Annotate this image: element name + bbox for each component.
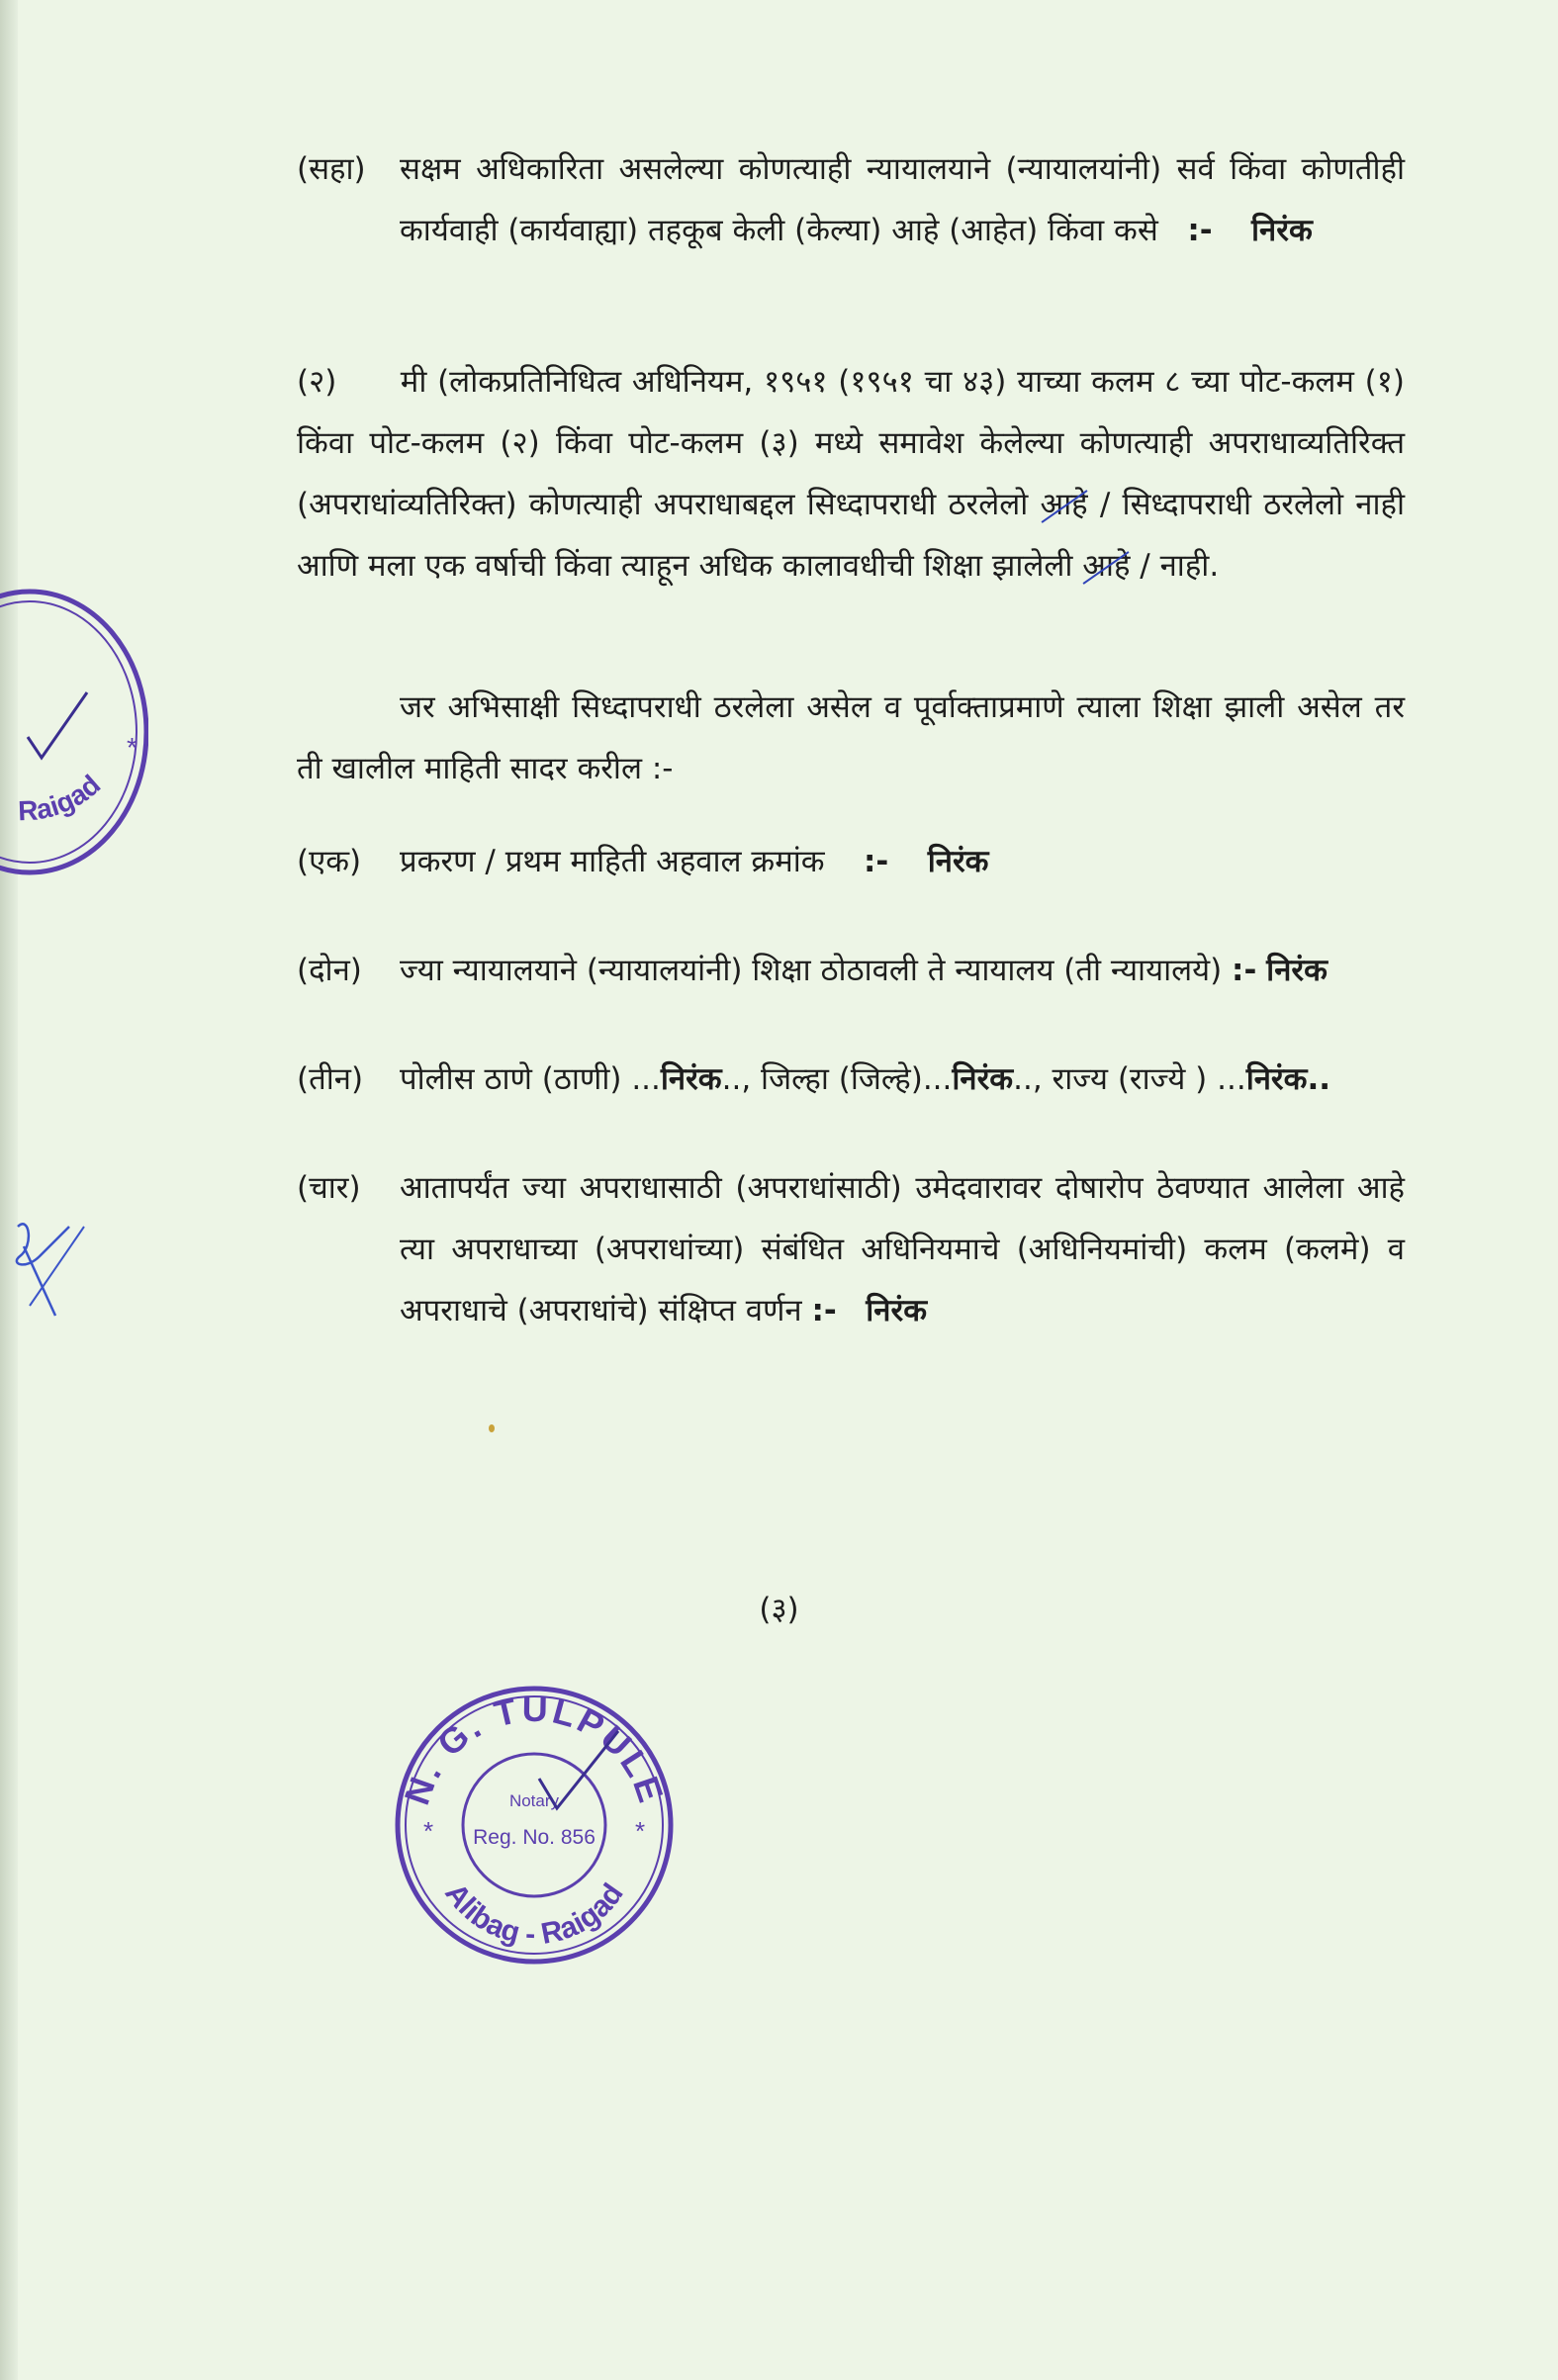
margin-initials (0, 1187, 99, 1345)
stamp-reg: Reg. No. 856 (473, 1826, 596, 1849)
state-trail: .. (1307, 1061, 1330, 1097)
stamp-name: N. G. TULPULE (396, 1688, 673, 1810)
item-ek-body: प्रकरण / प्रथम माहिती अहवाल क्रमांक (400, 844, 825, 879)
item-char-text (400, 1157, 1405, 1341)
item-don-marker: (दोन) (297, 953, 362, 988)
stamp-star-right: * (634, 1816, 646, 1846)
item-saha-body: सक्षम अधिकारिता असलेल्या कोणत्याही न्यायालयाने (न्यायालयांनी) सर्व किंवा कोणतीही कार्यवाही (कार्यवाह्या) तहकूब केली (केल्या) आहे (आहेत) किंवा कसे (400, 151, 1405, 248)
svg-text:Raigad (18, 769, 107, 826)
item-teen-text (400, 1049, 1405, 1110)
state-value: निरंक (1245, 1061, 1308, 1097)
district-value: निरंक (952, 1061, 1014, 1097)
intro-paragraph: जर अभिसाक्षी सिध्दापराधी ठरलेला असेल व पूर्वाक्ताप्रमाणे त्याला शिक्षा झाली असेल तर ती खालील माहिती सादर करील :- (297, 689, 1405, 786)
stamp-place: Alibag - Raigad (438, 1877, 630, 1952)
item-ek-separator: :- (864, 844, 889, 879)
stamp-title: Notary (508, 1791, 560, 1810)
side-stamp-ring (0, 592, 146, 872)
side-checkmark-icon (28, 692, 87, 758)
item-teen-marker: (तीन) (297, 1061, 364, 1097)
struck-word-a: आहे (1041, 474, 1088, 535)
item-teen (297, 1049, 1405, 1110)
item-saha-separator: :- (1187, 213, 1213, 248)
district-label: .., जिल्हा (जिल्हे)... (721, 1061, 953, 1097)
item-saha-answer: निरंक (1251, 213, 1313, 248)
side-stamp-star: * (127, 732, 137, 763)
item-don-answer: निरंक (1266, 953, 1328, 988)
item-char (297, 1157, 1405, 1341)
declaration-paragraph (297, 351, 1405, 596)
para2-text-c: / नाही. (1140, 548, 1220, 584)
page-number: (३) (759, 1592, 799, 1627)
item-ek-text (400, 831, 1405, 892)
stamp-star-left: * (422, 1816, 434, 1846)
para2-text-b: / सिध्दापराधी ठरलेलो नाही आणि मला एक वर्षाची किंवा त्याहून अधिक कालावधीची शिक्षा झालेली (297, 487, 1405, 584)
item-ek-marker: (एक) (297, 844, 362, 879)
item-char-answer: निरंक (866, 1293, 928, 1328)
item-don (297, 940, 1405, 1001)
notary-stamp (391, 1682, 678, 1968)
side-stamp (0, 584, 148, 880)
state-label: .., राज्य (राज्ये ) ... (1013, 1061, 1246, 1097)
police-value: निरंक (660, 1061, 722, 1097)
item-don-text (400, 940, 1405, 1001)
item-char-separator: :- (811, 1293, 837, 1328)
para2-marker: (२) (297, 364, 337, 400)
item-saha-text (400, 138, 1405, 261)
item-ek (297, 831, 1405, 892)
item-don-separator: :- (1232, 953, 1257, 988)
para2-text-a: मी (लोकप्रतिनिधित्व अधिनियम, १९५१ (१९५१ चा ४३) याच्या कलम ८ च्या पोट-कलम (१) किंवा पोट-कलम (२) किंवा पोट-कलम (३) मध्ये समावेश केलेल्या कोणत्याही अपराधाव्यतिरिक्त (अपराधांव्यतिरिक्त) कोणत्याही अपराधाबद्दल सिध्दापराधी ठरलेलो (297, 364, 1405, 522)
side-stamp-place: Raigad (17, 769, 107, 827)
ink-speck (489, 1424, 495, 1432)
item-saha-marker: (सहा) (297, 151, 366, 187)
svg-text:Alibag - Raigad (438, 1877, 629, 1951)
police-label: पोलीस ठाणे (ठाणी) ... (400, 1061, 661, 1097)
item-saha (297, 138, 1405, 261)
struck-word-b: आहे (1082, 535, 1130, 596)
item-char-marker: (चार) (297, 1170, 361, 1206)
item-don-body: ज्या न्यायालयाने (न्यायालयांनी) शिक्षा ठोठावली ते न्यायालय (ती न्यायालये) (400, 953, 1223, 988)
item-ek-answer: निरंक (927, 844, 989, 879)
item-char-body: आतापर्यंत ज्या अपराधासाठी (अपराधांसाठी) उमेदवारावर दोषारोप ठेवण्यात आलेला आहे त्या अपराधाच्या (अपराधांच्या) संबंधित अधिनियमाचे (अधिनियमांची) कलम (कलमे) व अपराधाचे (अपराधांचे) संक्षिप्त वर्णन (400, 1170, 1405, 1328)
